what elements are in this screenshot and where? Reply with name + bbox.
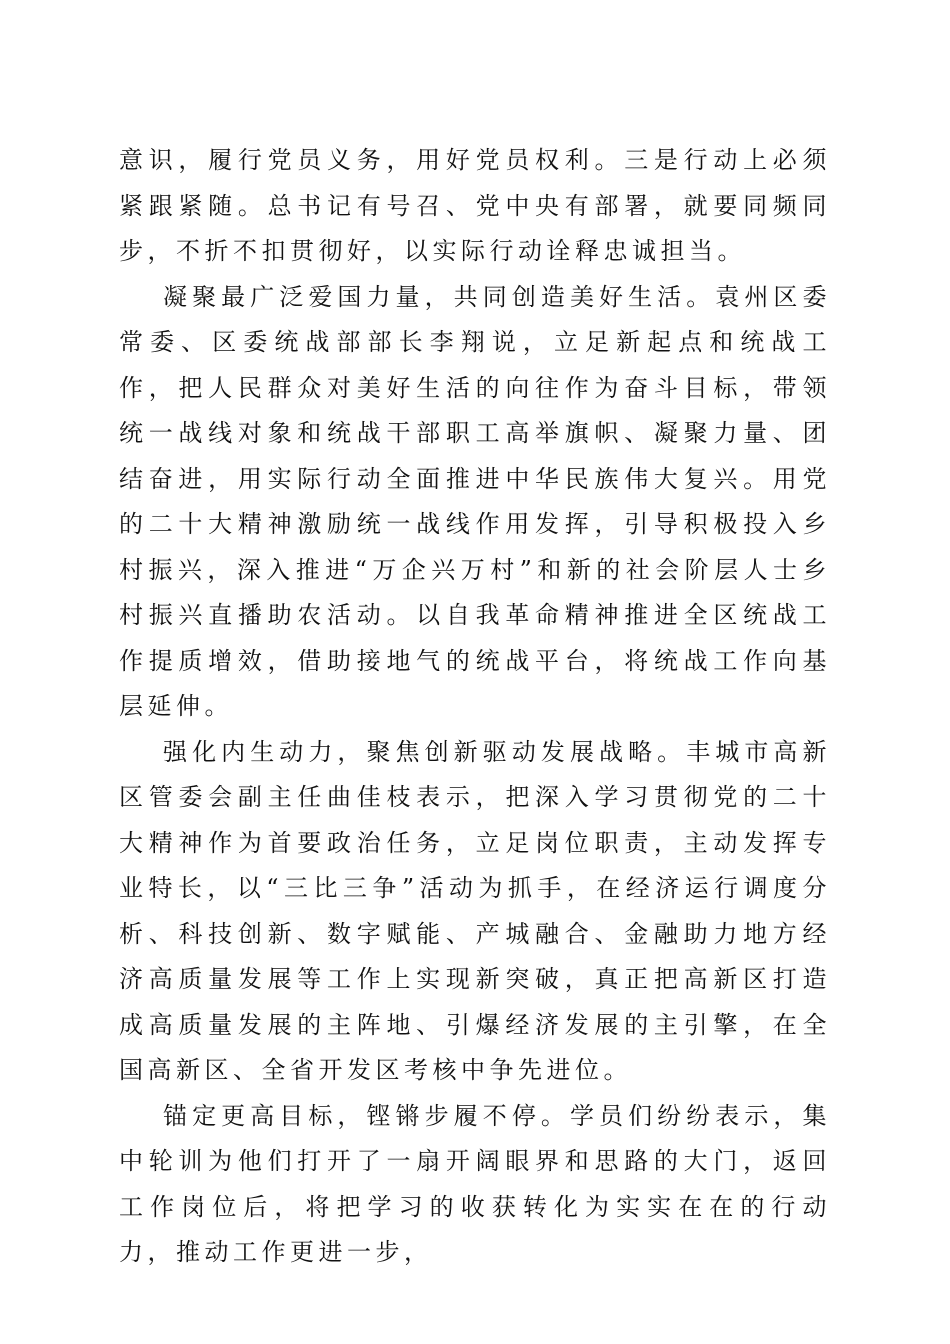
paragraph-continuation: 意识，履行党员义务，用好党员权利。三是行动上必须紧跟紧随。总书记有号召、党中央有部署，就要同频同步，不折不扣贯彻好，以实际行动诠释忠诚担当。 xyxy=(119,146,831,265)
paragraph-innovation-drive: 强化内生动力，聚焦创新驱动发展战略。丰城市高新区管委会副主任曲佳枝表示，把深入学习贯彻党的二十大精神作为首要政治任务，立足岗位职责，主动发挥专业特长，以“三比三争”活动为抓手，在经济运行调度分析、科技创新、数字赋能、产城融合、金融助力地方经济高质量发展等工作上实现新突破，真正把高新区打造成高质量发展的主阵地、引爆经济发展的主引擎，在全国高新区、全省开发区考核中争先进位。 xyxy=(119,737,831,1084)
paragraph-higher-goals: 锚定更高目标，铿锵步履不停。学员们纷纷表示，集中轮训为他们打开了一扇开阔眼界和思路的大门，返回工作岗位后，将把学习的收获转化为实实在在的行动力，推动工作更进一步， xyxy=(119,1101,831,1266)
paragraph-patriotic-force: 凝聚最广泛爱国力量，共同创造美好生活。袁州区委常委、区委统战部部长李翔说，立足新起点和统战工作，把人民群众对美好生活的向往作为奋斗目标，带领统一战线对象和统战干部职工高举旗帜、凝聚力量、团结奋进，用实际行动全面推进中华民族伟大复兴。用党的二十大精神激励统一战线作用发挥，引导积极投入乡村振兴，深入推进“万企兴万村”和新的社会阶层人士乡村振兴直播助农活动。以自我革命精神推进全区统战工作提质增效，借助接地气的统战平台，将统战工作向基层延伸。 xyxy=(119,282,831,720)
document-body xyxy=(119,138,831,1276)
